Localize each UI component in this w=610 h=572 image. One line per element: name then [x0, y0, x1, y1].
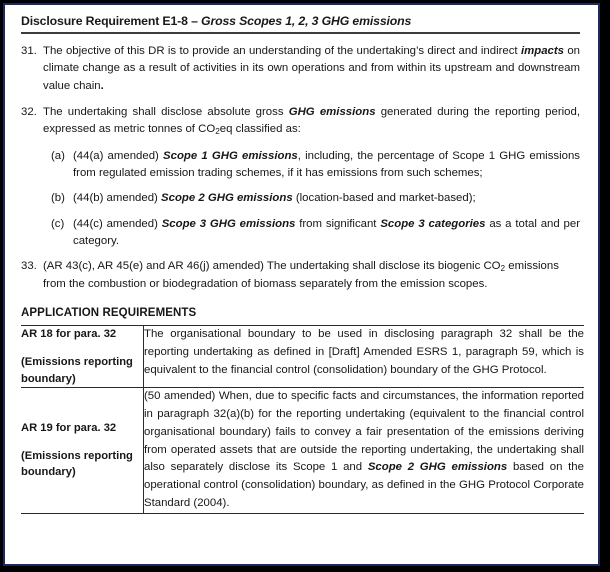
paragraph-31-text: The objective of this DR is to provide an understanding of the undertaking’s direct and indirect impacts on climate change as a result of activities in its own operations and from within its upstream and downstream value chain. — [43, 45, 580, 92]
paragraph-32-text: The undertaking shall disclose absolute gross GHG emissions generated during the reporting period, expressed as metric tonnes of $CO_2eq$ classified as: — [43, 105, 580, 137]
paragraph-32-number: 32. — [21, 105, 37, 118]
application-requirements-table — [21, 325, 584, 514]
paragraph-33 — [21, 258, 580, 293]
ar-18-label-cell — [21, 325, 144, 387]
sub-item-a-text: (44(a) amended) Scope 1 GHG emissions, including, the percentage of Scope 1 GHG emissions from regulated emission trading schemes, if it has emissions from such schemes; — [73, 149, 580, 179]
ar-19-label-cell — [21, 388, 144, 513]
ar-19-text-cell — [144, 388, 585, 513]
sub-item-c-text: (44(c) amended) Scope 3 GHG emissions from significant Scope 3 categories as a total and per category. — [73, 217, 580, 247]
ar-19-body: (50 amended) When, due to specific facts and circumstances, the information reported in paragraph 32(a)(b) for the reporting undertaking (equivalent to the financial control organisational boundary) fails to convey a fair presentation of the emissions deriving from operated assets that are outside the reporting undertaking, the undertaking shall also separately disclose its Scope 1 and Scope 2 GHG emissions based on the operational control (consolidation) boundary, as defined in the GHG Protocol Corporate Standard (2004). — [144, 390, 584, 510]
ar-18-text-cell — [144, 325, 585, 387]
sub-item-a-label: (a) — [51, 149, 65, 162]
paragraph-33-text: (AR 43(c), AR 45(e) and AR 46(j) amended) The undertaking shall disclose its biogenic $CO_2$ emissions from the combustion or biodegradation of biomass separately from the emission scopes. — [43, 260, 559, 290]
application-requirements-title: APPLICATION REQUIREMENTS — [21, 306, 197, 319]
sub-item-b — [51, 190, 580, 207]
sub-item-a — [51, 148, 580, 183]
table-row — [21, 325, 584, 387]
ar-19-label-title: AR 19 for para. 32 — [21, 421, 117, 434]
table-row — [21, 388, 584, 513]
sub-item-c-label: (c) — [51, 217, 65, 230]
ar-18-label-sub: (Emissions reporting boundary) — [21, 355, 133, 385]
heading-plain-text: Disclosure Requirement E1-8 – — [21, 14, 202, 28]
sub-item-c — [51, 216, 580, 251]
paragraph-31-number: 31. — [21, 45, 37, 57]
ar-19-label-sub: (Emissions reporting boundary) — [21, 449, 133, 479]
disclosure-requirement-heading — [21, 14, 580, 34]
page-content — [5, 5, 598, 564]
heading-italic-text: Gross Scopes 1, 2, 3 GHG emissions — [201, 14, 412, 28]
sub-item-b-text: (44(b) amended) Scope 2 GHG emissions (location-based and market-based); — [73, 192, 476, 205]
ar-18-body: The organisational boundary to be used in disclosing paragraph 32 shall be the reporting undertaking as defined in [Draft] Amended ESRS 1, paragraph 59, which is equivalent to the financial control (consolidation) boundary of the GHG Protocol. — [144, 327, 584, 376]
ar-18-label-title: AR 18 for para. 32 — [21, 327, 117, 340]
document-page — [3, 3, 600, 566]
paragraph-33-number: 33. — [21, 260, 37, 273]
paragraph-31 — [21, 43, 580, 95]
paragraph-32 — [21, 104, 580, 139]
sub-item-b-label: (b) — [51, 192, 65, 205]
